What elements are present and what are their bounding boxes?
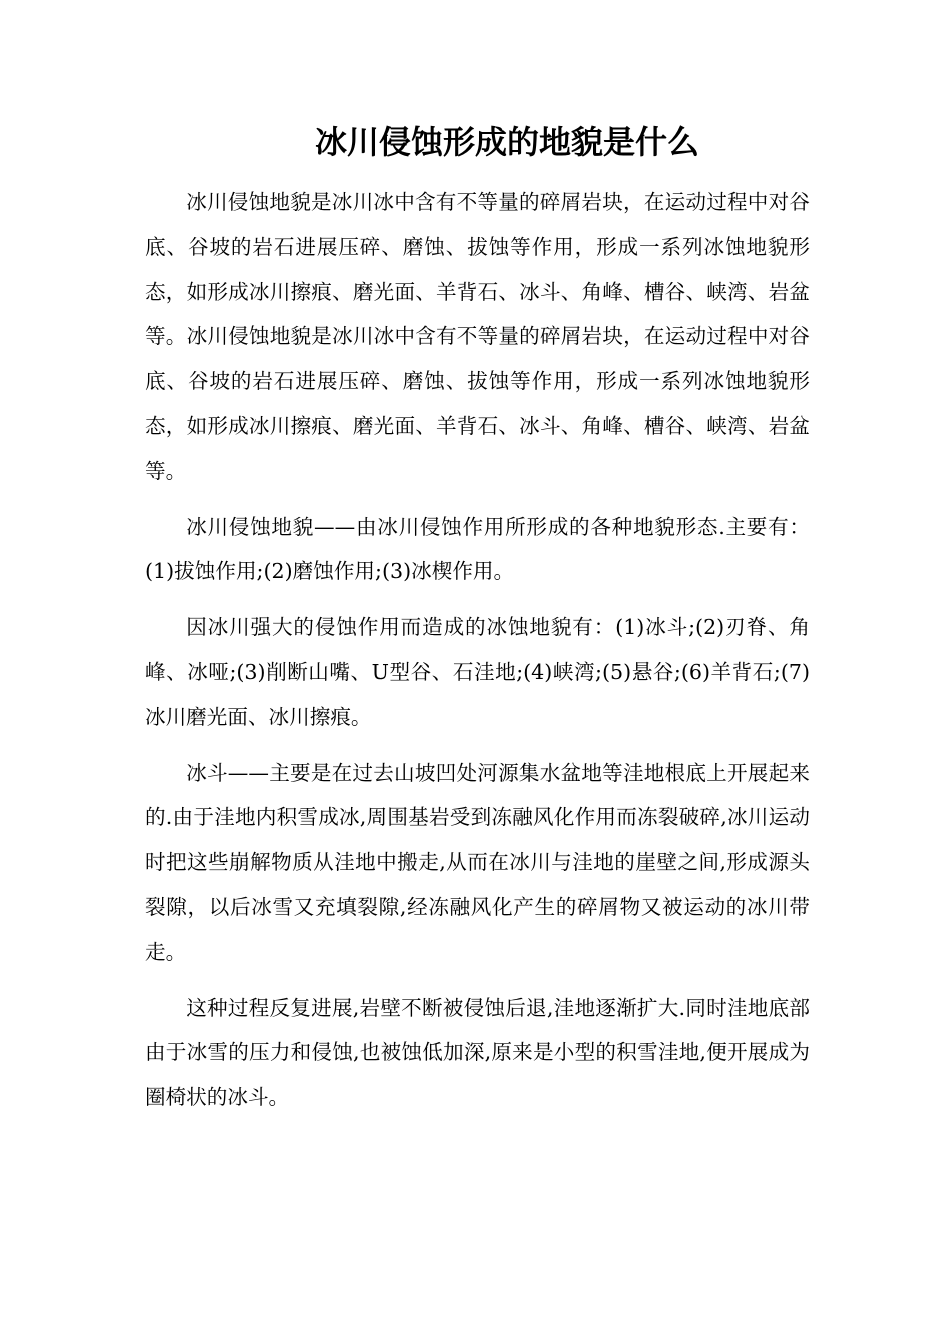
paragraph-1: 冰川侵蚀地貌是冰川冰中含有不等量的碎屑岩块，在运动过程中对谷底、谷坡的岩石进展压碎、磨蚀、拔蚀等作用，形成一系列冰蚀地貌形态，如形成冰川擦痕、磨光面、羊背石、冰斗、角峰、槽谷、峡湾、岩盆等。冰川侵蚀地貌是冰川冰中含有不等量的碎屑岩块，在运动过程中对谷底、谷坡的岩石进展压碎、磨蚀、拔蚀等作用，形成一系列冰蚀地貌形态，如形成冰川擦痕、磨光面、羊背石、冰斗、角峰、槽谷、峡湾、岩盆等。 (145, 190, 810, 483)
paragraph-4: 冰斗——主要是在过去山坡凹处河源集水盆地等洼地根底上开展起来的.由于洼地内积雪成冰,周围基岩受到冻融风化作用而冻裂破碎,冰川运动时把这些崩解物质从洼地中搬走,从而在冰川与洼地的崖壁之间,形成源头裂隙，以后冰雪又充填裂隙,经冻融风化产生的碎屑物又被运动的冰川带走。 (145, 760, 810, 964)
document-body (145, 180, 810, 1131)
paragraph-3: 因冰川强大的侵蚀作用而造成的冰蚀地貌有：(1)冰斗;(2)刃脊、角峰、冰哑;(3)削断山嘴、U型谷、石洼地;(4)峡湾;(5)悬谷;(6)羊背石;(7)冰川磨光面、冰川擦痕。 (145, 615, 810, 729)
paragraph-5: 这种过程反复进展,岩壁不断被侵蚀后退,洼地逐渐扩大.同时洼地底部由于冰雪的压力和侵蚀,也被蚀低加深,原来是小型的积雪洼地,便开展成为圈椅状的冰斗。 (145, 995, 810, 1110)
paragraph-2: 冰川侵蚀地貌——由冰川侵蚀作用所形成的各种地貌形态.主要有：(1)拔蚀作用;(2)磨蚀作用;(3)冰楔作用。 (145, 514, 810, 584)
document-title: 冰川侵蚀形成的地貌是什么 (314, 123, 699, 161)
